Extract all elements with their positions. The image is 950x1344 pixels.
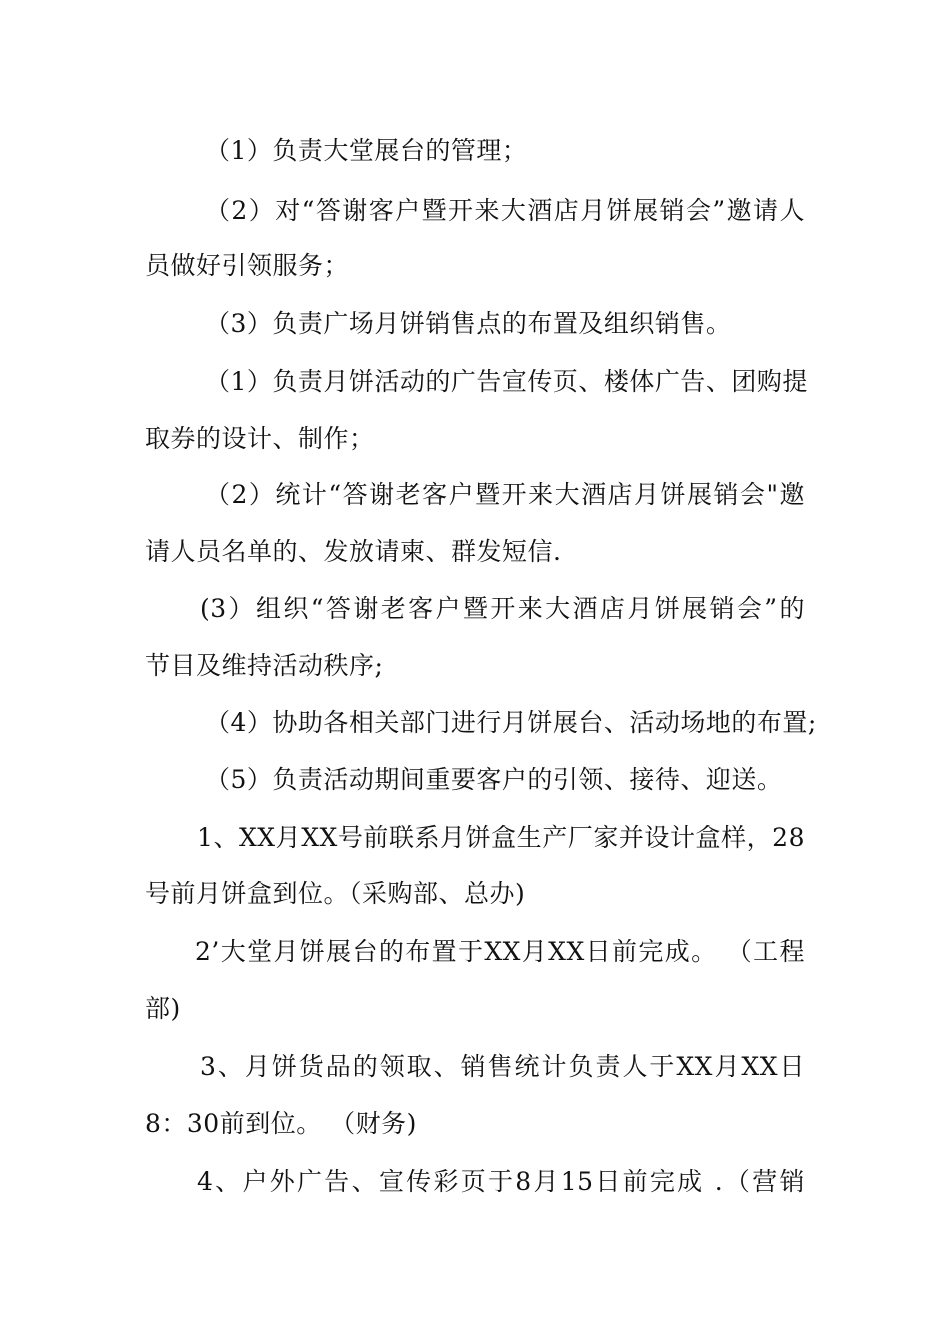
text-line-6: 取券的设计、制作； xyxy=(145,424,375,453)
text-line-2: （2）对“答谢客户暨开来大酒店月饼展销会”邀请人 xyxy=(205,196,805,225)
text-line-3: 员做好引领服务； xyxy=(145,251,350,280)
text-line-8: 请人员名单的、发放请柬、群发短信. xyxy=(145,537,562,566)
text-line-18: 8：30前到位。 （财务) xyxy=(145,1109,417,1138)
text-line-15: 2’大堂月饼展台的布置于XX月XX日前完成。 （工程 xyxy=(195,937,805,966)
text-line-5: （1）负责月饼活动的广告宣传页、楼体广告、团购提 xyxy=(205,367,808,396)
text-line-4: （3）负责广场月饼销售点的布置及组织销售。 xyxy=(205,309,732,338)
text-line-12: （5）负责活动期间重要客户的引领、接待、迎送。 xyxy=(205,765,783,794)
text-line-11: （4）协助各相关部门进行月饼展台、活动场地的布置; xyxy=(205,708,817,737)
text-line-1: （1）负责大堂展台的管理； xyxy=(205,136,528,165)
text-line-7: （2）统计“答谢老客户暨开来大酒店月饼展销会"邀 xyxy=(205,480,805,509)
text-line-14: 号前月饼盒到位。（采购部、总办) xyxy=(145,879,526,908)
text-line-19: 4、户外广告、宣传彩页于8月15日前完成 .（营销 xyxy=(197,1167,805,1196)
text-line-16: 部) xyxy=(145,994,181,1023)
text-line-13: 1、XX月XX号前联系月饼盒生产厂家并设计盒样，28 xyxy=(197,823,805,852)
text-line-10: 节目及维持活动秩序; xyxy=(145,651,384,680)
text-line-9: (3）组织“答谢老客户暨开来大酒店月饼展销会”的 xyxy=(200,594,805,623)
text-line-17: 3、月饼货品的领取、销售统计负责人于XX月XX日 xyxy=(200,1052,805,1081)
